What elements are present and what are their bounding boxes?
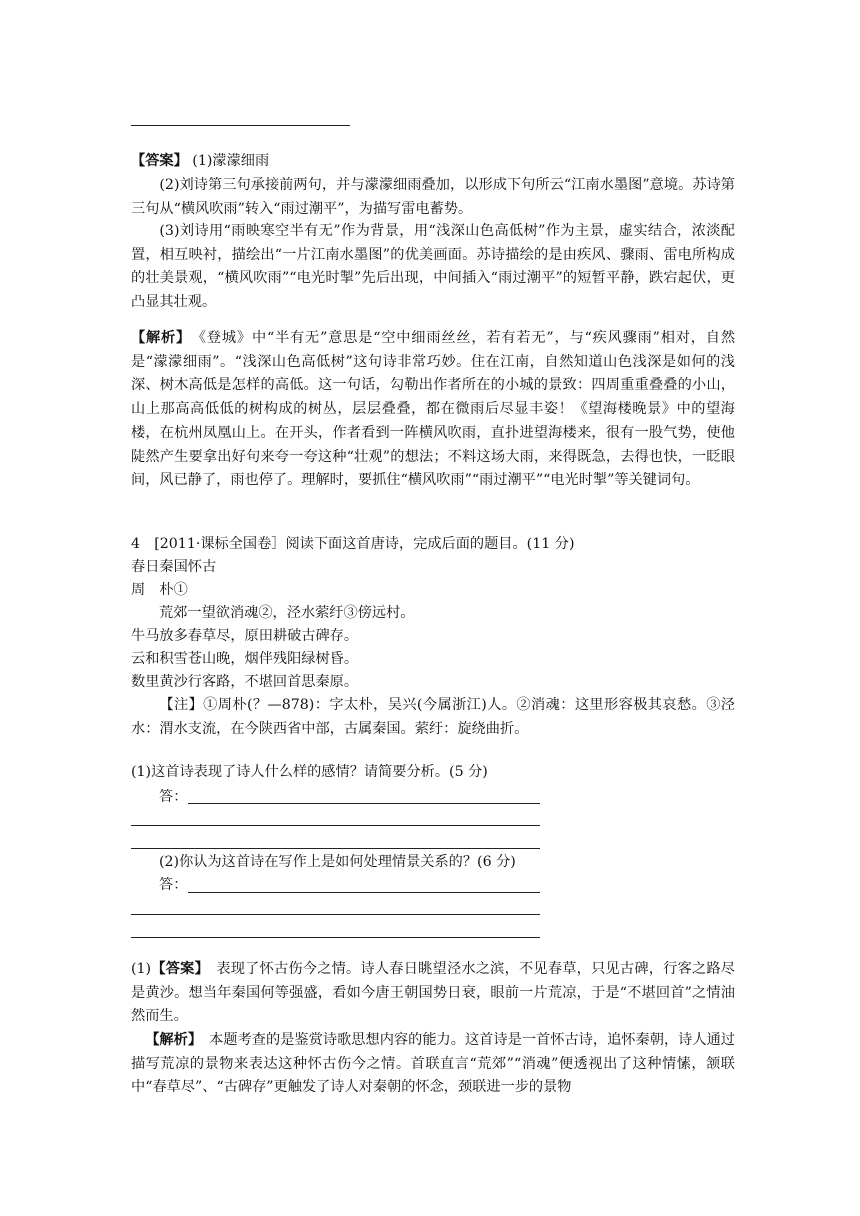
answer-item-3: (3)刘诗用“雨映寒空半有无”作为背景，用“浅深山色高低树”作为主景，虚实结合，浓淡配置，相互映衬，描绘出“一片江南水墨图”的优美画面。苏诗描绘的是由疾风、骤雨、雷电所构成的壮美景观，“横风吹雨”“电光时掣”先后出现，中间插入“雨过潮平”的短暂平静，跌宕起伏，更凸显其壮观。: [131, 223, 735, 311]
analysis-text: 《登城》中“半有无”意思是“空中细雨丝丝，若有若无”，与“疾风骤雨”相对，自然是“濛濛细雨”。“浅深山色高低树”这句诗非常巧妙。住在江南，自然知道山色浅深是如何的浅深、树木高低是怎样的高低。这一句话，勾勒出作者所在的小城的景致：四周重重叠叠的小山，山上那高高低低的树构成的树丛，层层叠叠，都在微雨后尽显丰姿！《望海楼晚景》中的望海楼，在杭州凤凰山上。在开头，作者看到一阵横风吹雨，直扑进望海楼来，很有一股气势，使他陡然产生要拿出好句来夸一夸这种“壮观”的想法；不料这场大雨，来得既急，去得也快，一眨眼间，风已静了，雨也停了。理解时，要抓住“横风吹雨”“雨过潮平”“电光时掣”等关键词句。: [131, 330, 736, 489]
answer-line-1: [131, 150, 269, 172]
solution-answer-text: 表现了怀古伤今之情。诗人春日眺望泾水之滨，不见春草，只见古碑，行客之路尽是黄沙。想当年秦国何等强盛，看如今唐王朝国势日衰，眼前一片荒凉，于是“不堪回首”之情油然而生。: [131, 961, 735, 1025]
top-divider: [131, 125, 350, 126]
analysis-label: 【解析】: [131, 330, 184, 346]
analysis-paragraph: [131, 327, 735, 493]
poem-verse-2: 牛马放多春草尽，原田耕破古碑存。: [131, 628, 359, 644]
solution-prefix: (1): [131, 961, 152, 977]
solution-answer: [131, 958, 735, 1029]
poem-verse-4: 数里黄沙行客路，不堪回首思秦原。: [131, 674, 359, 690]
answer-prefix-2: 答：: [159, 877, 188, 893]
answer-line-2-1: [188, 892, 540, 893]
solution-analysis: [131, 1029, 735, 1100]
answer-line-1-2: [131, 825, 540, 826]
poem-verse-3: 云和积雪苍山晚，烟伴残阳绿树昏。: [131, 651, 359, 667]
poem-note: 【注】①周朴(？—878)：字太朴，吴兴(今属浙江)人。②消魂：这里形容极其哀愁。③泾水：渭水支流，在今陕西省中部，古属秦国。萦纡：旋绕曲折。: [131, 697, 735, 737]
poem-verse-1: 荒郊一望欲消魂②，泾水萦纡③傍远村。: [159, 605, 415, 621]
answer-prefix-1: 答：: [159, 789, 188, 805]
answer-item-2: (2)刘诗第三句承接前两句，并与濛濛细雨叠加，以形成下句所云“江南水墨图”意境。苏诗第三句从“横风吹雨”转入“雨过潮平”，为描写雷电蓄势。: [131, 177, 735, 217]
question-4-header: 4 [2011·课标全国卷］阅读下面这首唐诗，完成后面的题目。(11 分): [131, 536, 575, 552]
poem-title: 春日秦国怀古: [131, 559, 217, 575]
sub-question-2: (2)你认为这首诗在写作上是如何处理情景关系的？(6 分): [159, 854, 516, 870]
answer-label: 【答案】: [131, 153, 188, 169]
answer-line-1-1: [188, 803, 540, 804]
solution-analysis-label: 【解析】: [145, 1032, 195, 1048]
sub-question-1: (1)这首诗表现了诗人什么样的感情？请简要分析。(5 分): [131, 764, 488, 780]
solution-answer-label: 【答案】: [151, 961, 202, 977]
answer-line-2-2: [131, 914, 540, 915]
poem-author: 周 朴①: [131, 582, 188, 598]
answer-item-1: (1)濛濛细雨: [192, 153, 270, 169]
answer-line-2-3: [131, 937, 540, 938]
answer-line-1-3: [131, 848, 540, 849]
solution-analysis-text: 本题考查的是鉴赏诗歌思想内容的能力。这首诗是一首怀古诗，追怀秦朝，诗人通过描写荒凉的景物来表达这种怀古伤今之情。首联直言“荒郊”“消魂”便透视出了这种情愫，颔联中“春草尽”、“古碑存”更触发了诗人对秦朝的怀念，颈联进一步的景物: [131, 1032, 735, 1096]
